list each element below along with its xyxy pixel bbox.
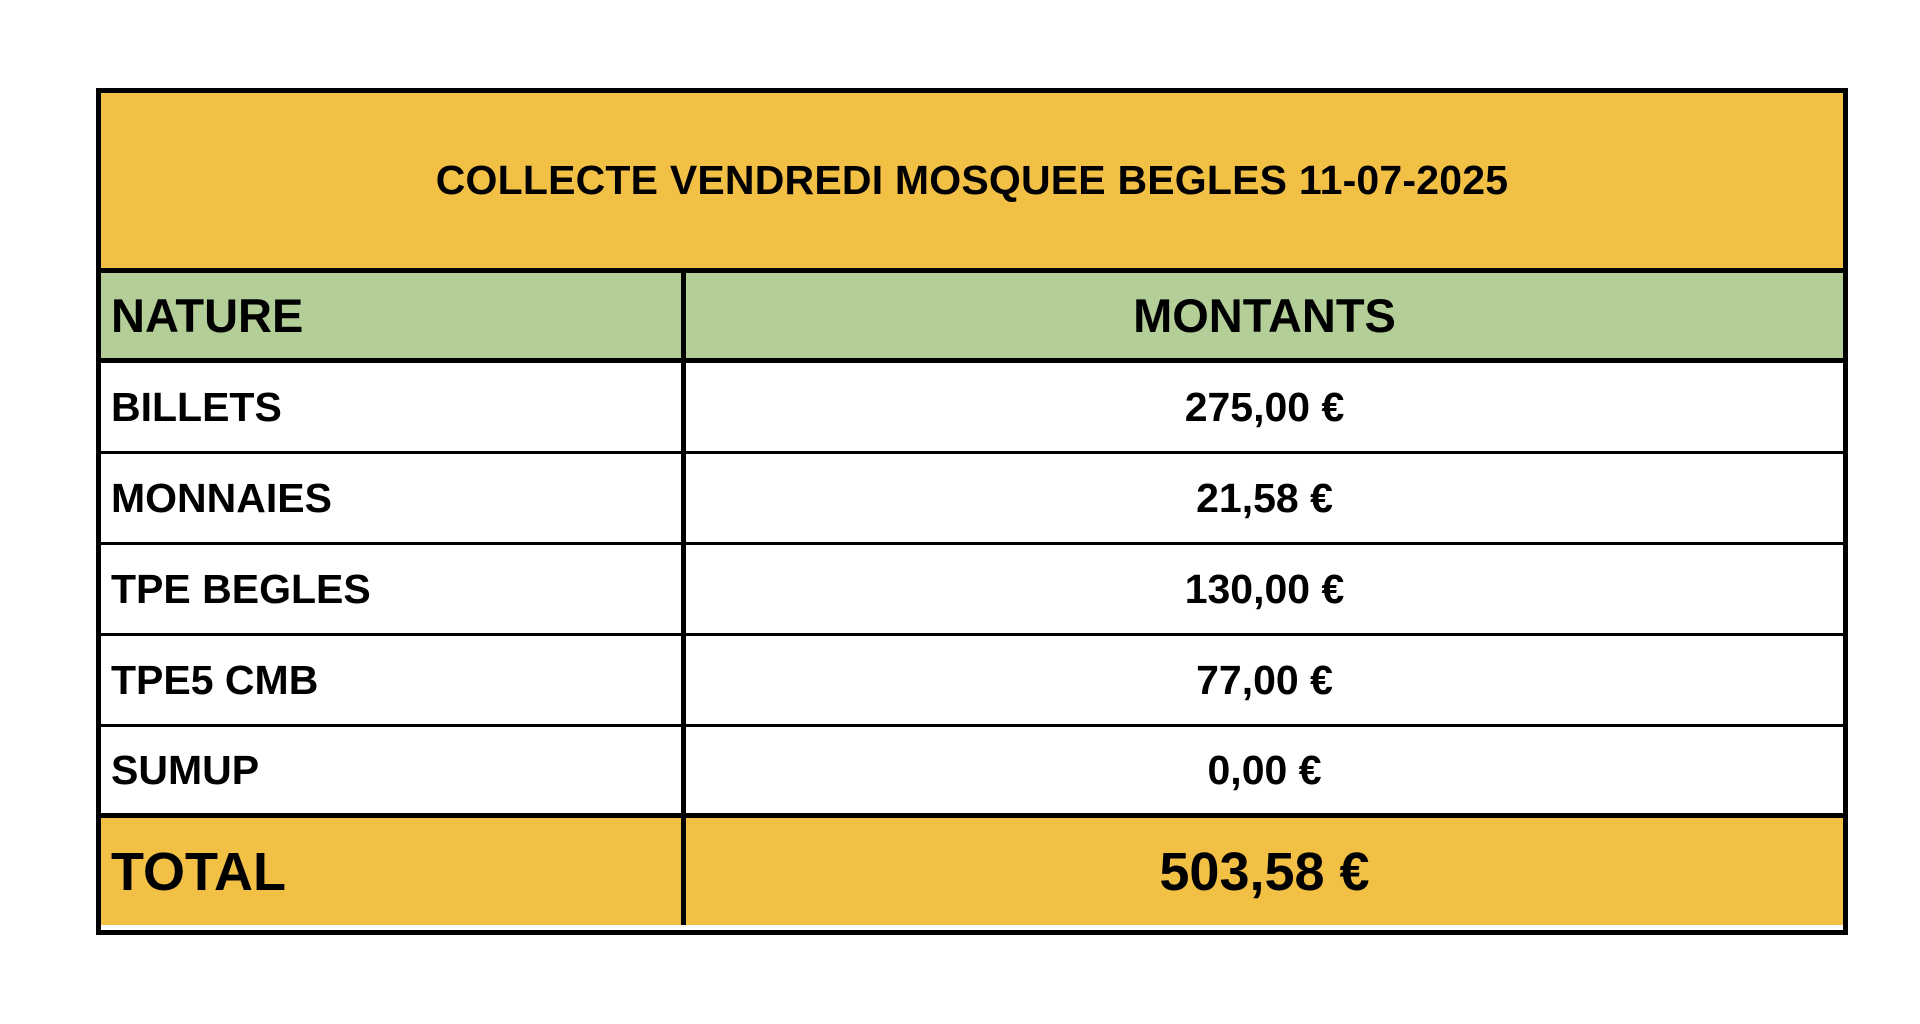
- table-title: COLLECTE VENDREDI MOSQUEE BEGLES 11-07-2025: [101, 93, 1843, 273]
- row-montant: 130,00 €: [1184, 565, 1345, 612]
- total-row: [101, 818, 1843, 925]
- table-row: [101, 363, 1843, 454]
- row-nature: SUMUP: [101, 727, 686, 813]
- table-row: [101, 454, 1843, 545]
- row-nature: TPE BEGLES: [101, 545, 686, 633]
- table-row: [101, 727, 1843, 818]
- row-montant: 21,58 €: [1196, 474, 1333, 521]
- header-row: [101, 273, 1843, 363]
- table-row: [101, 545, 1843, 636]
- collection-table: [96, 88, 1848, 935]
- row-nature: TPE5 CMB: [101, 636, 686, 724]
- header-nature: NATURE: [101, 273, 686, 358]
- row-montant: 77,00 €: [1196, 656, 1333, 703]
- row-nature: MONNAIES: [101, 454, 686, 542]
- total-value: 503,58 €: [1159, 841, 1370, 902]
- row-montant: 275,00 €: [1184, 383, 1345, 430]
- total-label: TOTAL: [101, 818, 686, 925]
- row-nature: BILLETS: [101, 363, 686, 451]
- row-montant: 0,00 €: [1207, 746, 1322, 793]
- header-montants: MONTANTS: [1133, 289, 1396, 342]
- table-row: [101, 636, 1843, 727]
